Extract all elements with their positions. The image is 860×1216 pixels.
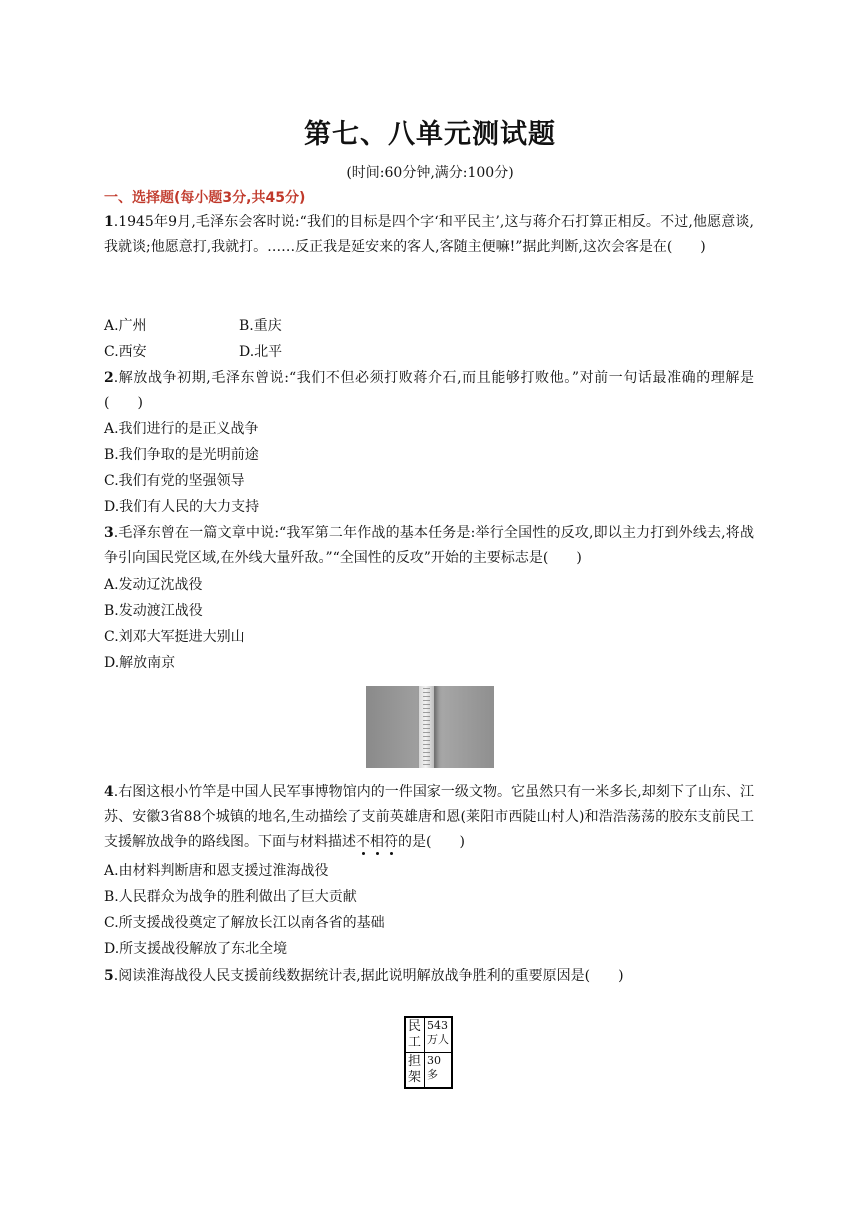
option-c: C.我们有党的坚强领导 xyxy=(104,473,245,489)
option-d: D.我们有人民的大力支持 xyxy=(104,499,260,515)
question-number: 2 xyxy=(104,370,114,386)
emphasis-char: 不 xyxy=(356,834,370,850)
option-a: A.由材料判断唐和恩支援过淮海战役 xyxy=(104,863,329,879)
page-title: 第七、八单元测试题 xyxy=(304,119,556,150)
question-number: 5 xyxy=(104,968,114,984)
option-d: D.北平 xyxy=(239,344,283,360)
question-text-end: 的是( ) xyxy=(398,834,465,850)
table-row xyxy=(405,1053,452,1089)
support-statistics-table xyxy=(404,1016,453,1089)
question-text: .1945年9月,毛泽东会客时说:“我们的目标是四个字‘和平民主’,这与蒋介石打算正相反。不过,他愿意谈,我就谈;他愿意打,我就打。……反正我是延安来的客人,客随主便嘛!”据此判断,这次会客是在( ) xyxy=(104,214,754,255)
option-a: A.我们进行的是正义战争 xyxy=(104,421,259,437)
option-c: C.刘邓大军挺进大别山 xyxy=(104,629,245,645)
table-cell-value: 543万人 xyxy=(425,1017,453,1053)
question-4 xyxy=(104,780,754,855)
section-heading: 一、选择题(每小题3分,共45分) xyxy=(104,190,306,206)
option-b: B.人民群众为战争的胜利做出了巨大贡献 xyxy=(104,889,357,905)
question-number: 4 xyxy=(104,784,114,800)
exam-time-info: (时间:60分钟,满分:100分) xyxy=(346,165,514,181)
question-5 xyxy=(104,964,754,989)
question-1 xyxy=(104,210,754,260)
option-b: B.发动渡江战役 xyxy=(104,603,203,619)
question-text: .毛泽东曾在一篇文章中说:“我军第二年作战的基本任务是:举行全国性的反攻,即以主力打到外线去,将战争引向国民党区域,在外线大量歼敌。”“全国性的反攻”开始的主要标志是( ) xyxy=(104,525,754,566)
bamboo-pole-image xyxy=(419,686,434,768)
question-text: .解放战争初期,毛泽东曾说:“我们不但必须打败蒋介石,而且能够打败他。”对前一句话最准确的理解是( ) xyxy=(104,370,754,411)
option-b: B.我们争取的是光明前途 xyxy=(104,447,259,463)
table-row xyxy=(405,1017,452,1053)
table-cell-label: 民工 xyxy=(405,1017,425,1053)
question-2 xyxy=(104,366,754,416)
question-number: 3 xyxy=(104,525,114,541)
table-cell-label: 担架 xyxy=(405,1053,425,1089)
emphasis-char: 符 xyxy=(384,834,398,850)
option-a: A.广州 xyxy=(104,318,147,334)
emphasis-char: 相 xyxy=(370,834,384,850)
option-b: B.重庆 xyxy=(239,318,282,334)
question-text: .阅读淮海战役人民支援前线数据统计表,据此说明解放战争胜利的重要原因是( ) xyxy=(113,968,624,984)
option-c: C.所支援战役奠定了解放长江以南各省的基础 xyxy=(104,915,385,931)
option-d: D.解放南京 xyxy=(104,655,176,671)
table-cell-value: 30多 xyxy=(425,1053,453,1089)
option-a: A.发动辽沈战役 xyxy=(104,577,203,593)
option-d: D.所支援战役解放了东北全境 xyxy=(104,941,288,957)
question-3 xyxy=(104,521,754,571)
option-c: C.西安 xyxy=(104,344,147,360)
question-number: 1 xyxy=(104,214,114,230)
bamboo-pole-photo xyxy=(366,686,494,768)
question-text: .右图这根小竹竿是中国人民军事博物馆内的一件国家一级文物。它虽然只有一米多长,却刻下了山东、江苏、安徽3省88个城镇的地名,生动描绘了支前英雄唐和恩(莱阳市西陡山村人)和浩浩荡荡的胶东支前民工支援解放战争的路线图。下面与材料描述 xyxy=(104,784,754,850)
